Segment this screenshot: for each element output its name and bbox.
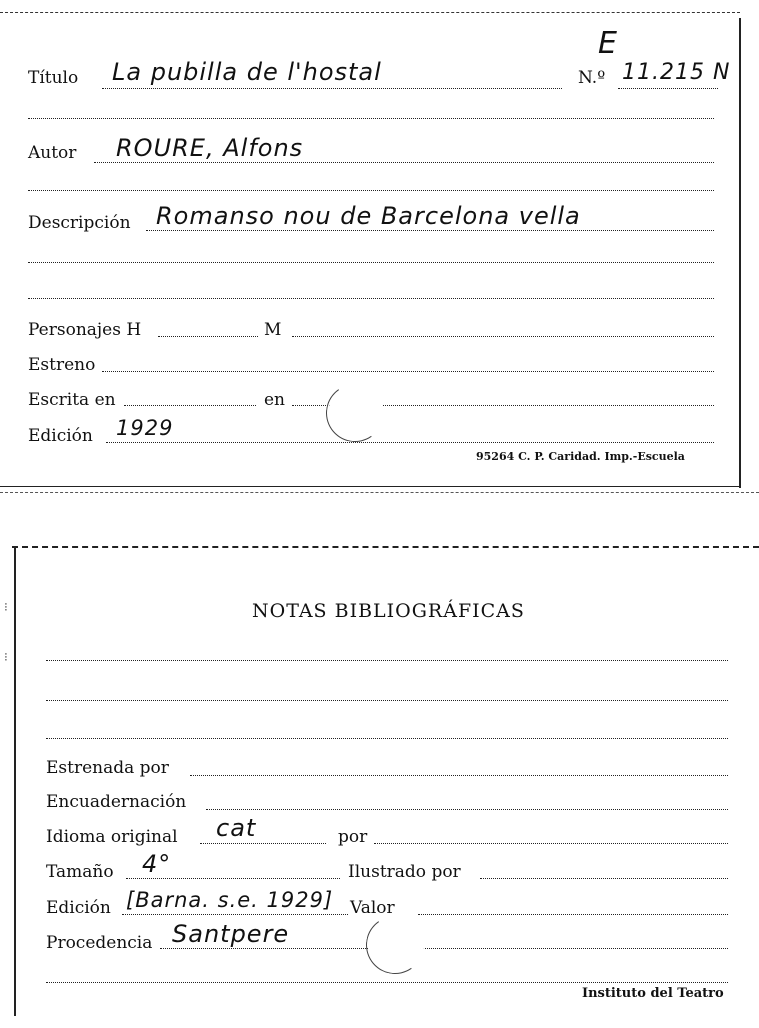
autor-line-2 bbox=[28, 190, 714, 191]
escrita-en2-label: en bbox=[264, 390, 286, 410]
numero-line bbox=[618, 88, 718, 89]
notas-heading: NOTAS BIBLIOGRÁFICAS bbox=[252, 600, 525, 622]
edicion-value: 1929 bbox=[116, 416, 174, 440]
personajes-m-line bbox=[292, 336, 714, 337]
punch-hole-front-outline bbox=[321, 379, 388, 446]
edge-speck: ⁝ bbox=[4, 600, 8, 614]
escrita-label: Escrita en bbox=[28, 390, 116, 410]
descripcion-line-3 bbox=[28, 298, 714, 299]
personajes-m-label: M bbox=[264, 320, 282, 340]
idioma-line bbox=[200, 843, 326, 844]
card-front-cut-edge bbox=[0, 492, 759, 493]
card-back-left-edge bbox=[14, 546, 16, 1016]
edicion-back-label: Edición bbox=[46, 898, 111, 918]
numero-value: 11.215 N bbox=[622, 60, 731, 85]
descripcion-line-2 bbox=[28, 262, 714, 263]
edicion-line bbox=[106, 442, 714, 443]
institution-footer: Instituto del Teatro bbox=[582, 986, 724, 1001]
descripcion-label: Descripción bbox=[28, 213, 131, 233]
tamano-line bbox=[126, 878, 340, 879]
valor-label: Valor bbox=[350, 898, 395, 918]
card-back-top-edge bbox=[12, 546, 759, 548]
personajes-h-line bbox=[158, 336, 258, 337]
printer-imprint: 95264 C. P. Caridad. Imp.-Escuela bbox=[476, 450, 685, 463]
estrenada-line bbox=[190, 775, 728, 776]
tamano-label: Tamaño bbox=[46, 862, 114, 882]
titulo-line bbox=[102, 88, 562, 89]
idioma-por-line bbox=[374, 843, 728, 844]
idioma-value: cat bbox=[216, 814, 257, 842]
edicion-label: Edición bbox=[28, 426, 93, 446]
notas-line-1 bbox=[46, 660, 728, 661]
procedencia-value: Santpere bbox=[172, 920, 290, 948]
punch-hole-back-outline bbox=[361, 911, 428, 978]
encuadernacion-line bbox=[206, 809, 728, 810]
encuadernacion-label: Encuadernación bbox=[46, 792, 187, 812]
estreno-line bbox=[102, 371, 714, 372]
numero-mark: E bbox=[598, 26, 618, 61]
edicion-back-value: [Barna. s.e. 1929] bbox=[126, 888, 334, 912]
ilustrado-line bbox=[480, 878, 728, 879]
titulo-value: La pubilla de l'hostal bbox=[112, 58, 382, 86]
titulo-label: Título bbox=[28, 68, 79, 88]
procedencia-line-2 bbox=[46, 982, 728, 983]
ilustrado-label: Ilustrado por bbox=[348, 862, 461, 882]
autor-line bbox=[94, 162, 714, 163]
procedencia-label: Procedencia bbox=[46, 933, 153, 953]
escrita-line bbox=[124, 405, 256, 406]
notas-line-2 bbox=[46, 700, 728, 701]
personajes-label: Personajes H bbox=[28, 320, 142, 340]
descripcion-value: Romanso nou de Barcelona vella bbox=[156, 202, 581, 230]
idioma-por-label: por bbox=[338, 827, 368, 847]
estreno-label: Estreno bbox=[28, 355, 96, 375]
valor-line bbox=[418, 914, 728, 915]
edge-speck: ⁝ bbox=[4, 650, 8, 664]
autor-value: ROURE, Alfons bbox=[116, 134, 304, 162]
procedencia-line bbox=[160, 948, 728, 949]
edicion-back-line bbox=[122, 914, 348, 915]
estrenada-label: Estrenada por bbox=[46, 758, 169, 778]
descripcion-line bbox=[146, 230, 714, 231]
numero-label: N.º bbox=[578, 68, 606, 88]
card-front-right-edge bbox=[739, 18, 741, 488]
card-front-bottom-edge bbox=[0, 486, 740, 487]
autor-label: Autor bbox=[28, 143, 77, 163]
tamano-value: 4° bbox=[142, 850, 172, 878]
notas-line-3 bbox=[46, 738, 728, 739]
idioma-label: Idioma original bbox=[46, 827, 178, 847]
titulo-line-2 bbox=[28, 118, 714, 119]
card-front-top-edge bbox=[0, 12, 740, 13]
